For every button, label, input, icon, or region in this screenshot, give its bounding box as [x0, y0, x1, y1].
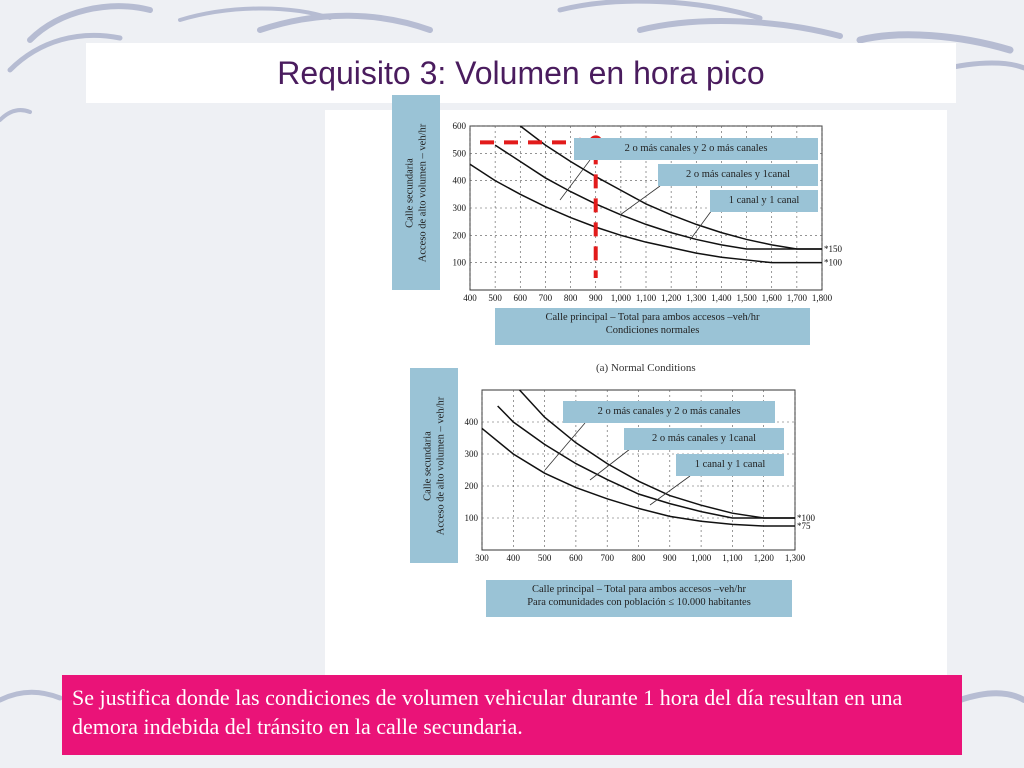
chart2-x-tick-label: 300 [475, 553, 489, 563]
chart2-legend-series2: 2 o más canales y 1canal [624, 428, 784, 450]
slide-title: Requisito 3: Volumen en hora pico [277, 55, 765, 91]
chart2-caption-line1: Calle principal – Total para ambos accesos –veh/hr [532, 584, 746, 595]
legend-pointer-line [620, 186, 660, 215]
chart1-sublabel: (a) Normal Conditions [596, 362, 696, 374]
chart1-x-tick-label: 1,500 [736, 293, 757, 303]
chart2-x-tick-label: 800 [631, 553, 646, 563]
chart1-x-tick-label: 1,700 [786, 293, 807, 303]
chart2-y-tick-label: 400 [464, 417, 478, 427]
chart2-x-tick-label: 600 [569, 553, 583, 563]
chart1-x-tick-label: 1,600 [761, 293, 782, 303]
chart1-x-tick-label: 1,400 [711, 293, 732, 303]
chart1-end-label: *150 [824, 244, 842, 254]
chart2-ylabel [410, 368, 458, 563]
chart1-end-label: *100 [824, 257, 842, 268]
chart1-caption [495, 308, 810, 345]
chart1-y-tick-label: 300 [452, 203, 466, 213]
chart2-x-tick-label: 1,100 [722, 553, 743, 563]
chart1-x-tick-label: 1,100 [635, 293, 657, 303]
chart1-ylabel-line2: Acceso de alto volumen – veh/hr [417, 123, 428, 262]
chart1-legend-series1: 2 o más canales y 2 o más canales [574, 138, 818, 160]
chart1-ylabel [392, 95, 440, 290]
chart2-end-label: *100 [797, 513, 815, 523]
chart1-caption-line1: Calle principal – Total para ambos accesos –veh/hr [545, 312, 760, 323]
chart1-x-tick-label: 800 [563, 293, 578, 303]
chart1-legend-series2: 2 o más canales y 1canal [658, 164, 818, 186]
chart2-x-tick-label: 900 [663, 553, 677, 563]
chart2-caption-line2: Para comunidades con población ≤ 10.000 habitantes [527, 597, 751, 608]
chart1-x-tick-label: 1,300 [686, 293, 707, 303]
chart2-ylabel-line1: Calle secundaria [422, 430, 433, 501]
chart2-end-label: *75 [797, 521, 811, 531]
chart2-x-tick-label: 1,300 [784, 553, 806, 563]
chart1-x-tick-label: 1,800 [811, 293, 833, 303]
chart2-caption [486, 580, 792, 617]
chart2-x-tick-label: 1,000 [690, 553, 712, 563]
chart1-x-tick-label: 400 [463, 293, 477, 303]
chart2-ylabel-line2: Acceso de alto volumen – veh/hr [435, 396, 446, 535]
chart2-x-tick-label: 700 [600, 553, 614, 563]
chart1-x-tick-label: 1,200 [661, 293, 682, 303]
chart1-y-tick-label: 200 [452, 230, 466, 241]
chart1-ylabel-line1: Calle secundaria [404, 157, 415, 228]
chart1-x-tick-label: 500 [488, 293, 502, 303]
legend-pointer-line [545, 423, 585, 470]
chart2-x-tick-label: 400 [506, 553, 521, 563]
chart2-legend-series3: 1 canal y 1 canal [676, 454, 784, 476]
chart2-y-tick-label: 100 [464, 513, 478, 523]
chart1-x-tick-label: 900 [588, 293, 603, 303]
justification-note: Se justifica donde las condiciones de volumen vehicular durante 1 hora del día resultan en una demora indebida del tránsito en la calle secundaria. [62, 675, 962, 755]
chart1-y-tick-label: 400 [452, 175, 466, 186]
chart1-legend-series3: 1 canal y 1 canal [710, 190, 818, 212]
chart2-y-tick-label: 300 [464, 449, 478, 459]
chart2-x-tick-label: 1,200 [753, 553, 774, 563]
chart1-x-tick-label: 700 [538, 293, 553, 303]
chart1-x-tick-label: 600 [513, 293, 528, 303]
chart1-x-tick-label: 1,000 [610, 293, 631, 303]
chart1-y-tick-label: 100 [452, 257, 466, 268]
chart2-legend-series1: 2 o más canales y 2 o más canales [563, 401, 775, 423]
chart2-x-tick-label: 500 [537, 553, 552, 563]
chart2-y-tick-label: 200 [464, 481, 478, 491]
chart1-caption-line2: Condiciones normales [605, 325, 700, 336]
legend-pointer-line [590, 449, 630, 480]
chart1-y-tick-label: 500 [452, 148, 466, 159]
chart1-y-tick-label: 600 [452, 121, 466, 131]
